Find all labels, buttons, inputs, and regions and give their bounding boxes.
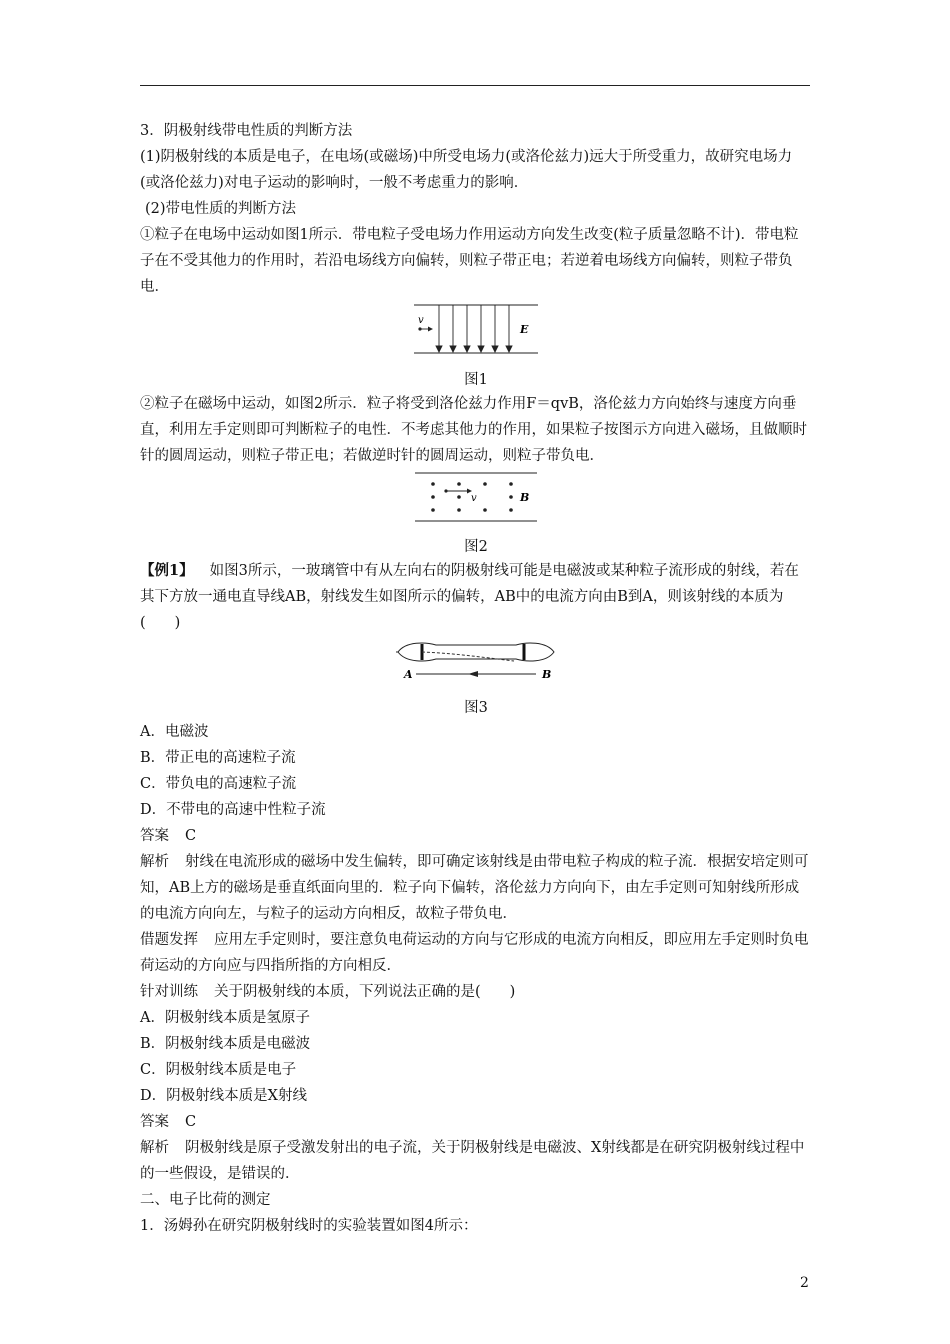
page-content <box>140 118 812 1239</box>
paragraph-nature: (1)阴极射线的本质是电子，在电场(或磁场)中所受电场力(或洛伦兹力)远大于所受重力，故研究电场力(或洛伦兹力)对电子运动的影响时，一般不考虑重力的影响． <box>140 149 793 191</box>
section-3-title: 3．阴极射线带电性质的判断方法 <box>140 123 353 139</box>
example-1-answer <box>140 823 812 849</box>
figure-2 <box>140 471 812 532</box>
figure-1-diagram <box>414 302 538 356</box>
training-answer <box>140 1109 812 1135</box>
figure-2-diagram <box>415 471 537 523</box>
figure-1 <box>140 302 812 365</box>
training-analysis-text: 阴极射线是原子受激发射出的电子流，关于阴极射线是电磁波、X射线都是在研究阴极射线过程中的一些假设，是错误的． <box>140 1140 805 1182</box>
analysis-label: 解析 <box>140 854 169 870</box>
example-1-option-d: D．不带电的高速中性粒子流 <box>140 802 326 818</box>
training-label: 针对训练 <box>140 984 198 1000</box>
figure-2-caption: 图2 <box>464 539 488 555</box>
paragraph-electric-field: ①粒子在电场中运动如图1所示．带电粒子受电场力作用运动方向发生改变(粒子质量忽略不计)．带电粒子在不受其他力的作用时，若沿电场线方向偏转，则粒子带正电；若逆着电场线方向偏转，则粒子带负电． <box>140 227 799 295</box>
example-1-option-b: B．带正电的高速粒子流 <box>140 750 296 766</box>
paragraph-method-heading: (2)带电性质的判断方法 <box>145 201 297 217</box>
training-option-a: A．阴极射线本质是氢原子 <box>140 1010 310 1026</box>
fig1-v-label: v <box>418 315 424 326</box>
example-1-analysis <box>140 849 812 927</box>
answer-label: 答案 <box>140 828 169 844</box>
fig3-b-label: B <box>542 668 552 681</box>
fig3-a-label: A <box>404 668 413 681</box>
header-rule <box>140 85 810 86</box>
page-number: 2 <box>800 1275 809 1291</box>
example-1-option-a: A．电磁波 <box>140 724 209 740</box>
training-option-d: D．阴极射线本质是X射线 <box>140 1088 307 1104</box>
example-1-question <box>140 558 812 636</box>
example-1-stem: 如图3所示，一玻璃管中有从左向右的阴极射线可能是电磁波或某种粒子流形成的射线，若在其下方放一通电直导线AB，射线发生如图所示的偏转，AB中的电流方向由B到A，则该射线的本质为( ) <box>140 563 799 631</box>
training-answer-label: 答案 <box>140 1114 169 1130</box>
training-question <box>140 979 812 1005</box>
section-2-title: 二、电子比荷的测定 <box>140 1192 271 1208</box>
paragraph-magnetic-field: ②粒子在磁场中运动，如图2所示．粒子将受到洛伦兹力作用F＝qvB，洛伦兹力方向始终与速度方向垂直，利用左手定则即可判断粒子的电性．不考虑其他力的作用，如果粒子按图示方向进入磁场，且做顺时针的圆周运动，则粒子带正电；若做逆时针的圆周运动，则粒子带负电． <box>140 396 807 464</box>
training-analysis <box>140 1135 812 1187</box>
example-1-option-c: C．带负电的高速粒子流 <box>140 776 297 792</box>
fig1-e-label: E <box>520 323 529 336</box>
example-1-tip <box>140 927 812 979</box>
tip-label: 借题发挥 <box>140 932 198 948</box>
analysis-text: 射线在电流形成的磁场中发生偏转，即可确定该射线是由带电粒子构成的粒子流．根据安培定则可知，AB上方的磁场是垂直纸面向里的．粒子向下偏转，洛伦兹力方向向下，由左手定则可知射线所形成的电流方向向左，与粒子的运动方向相反，故粒子带负电． <box>140 854 809 922</box>
example-1-lead: 【例1】 <box>140 562 194 579</box>
figure-3-diagram <box>396 638 556 684</box>
training-option-b: B．阴极射线本质是电磁波 <box>140 1036 311 1052</box>
training-analysis-label: 解析 <box>140 1140 169 1156</box>
paragraph-thomson: 1．汤姆孙在研究阴极射线时的实验装置如图4所示： <box>140 1218 478 1234</box>
training-option-c: C．阴极射线本质是电子 <box>140 1062 297 1078</box>
fig2-v-label: v <box>471 493 477 504</box>
figure-3 <box>140 638 812 693</box>
figure-3-caption: 图3 <box>464 700 488 716</box>
training-stem: 关于阴极射线的本质，下列说法正确的是( ) <box>214 984 516 1000</box>
answer-value: C <box>185 828 197 844</box>
tip-text: 应用左手定则时，要注意负电荷运动的方向与它形成的电流方向相反，即应用左手定则时负电荷运动的方向应与四指所指的方向相反． <box>140 932 809 974</box>
training-answer-value: C <box>185 1114 197 1130</box>
figure-1-caption: 图1 <box>464 372 488 388</box>
fig2-b-label: B <box>520 491 530 504</box>
